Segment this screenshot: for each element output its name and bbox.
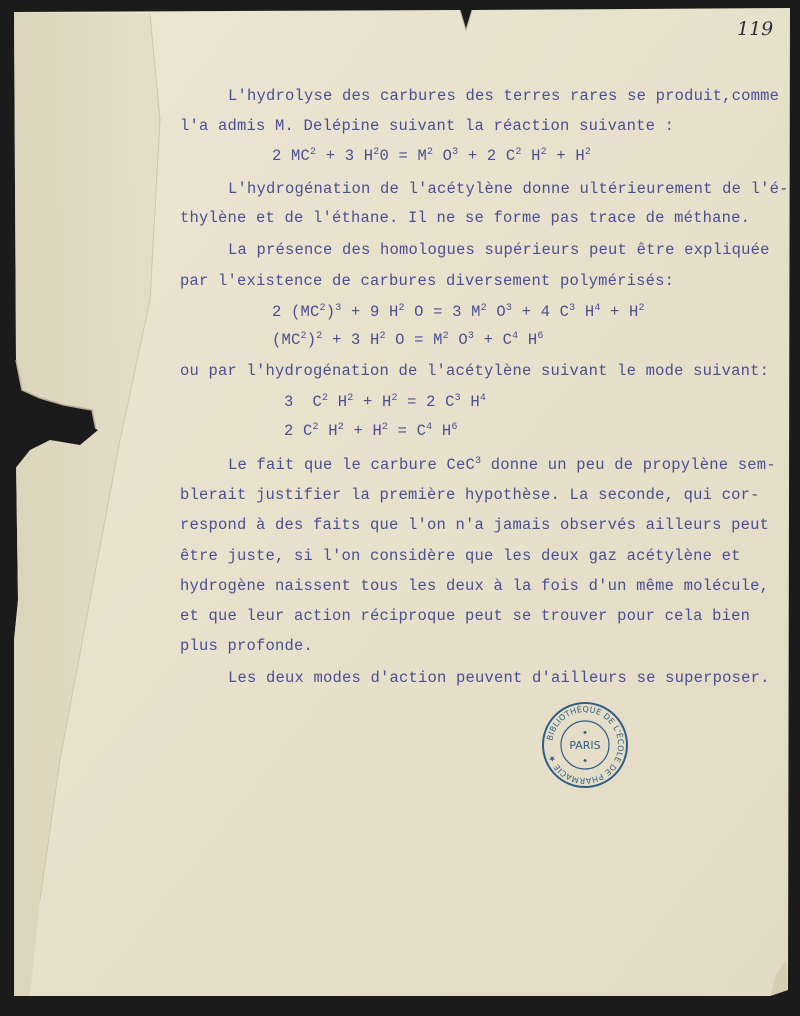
text-line: par l'existence de carbures diversement polymérisés: [180, 272, 675, 290]
equation-line: 2 $MC^2 + 3$ $H^20 = M^2$ $O^3 + 2$ $C^2$ $H^2 + H^2$ [272, 147, 592, 165]
library-stamp [540, 700, 630, 790]
svg-text:◆: ◆ [583, 757, 587, 764]
text-line: La présence des homologues supérieurs peut être expliquée [228, 241, 770, 259]
equation-line: 3 $C^2$ $H^2 + H^2 = 2$ $C^3$ $H^4$ [284, 393, 487, 411]
svg-text:◆: ◆ [583, 729, 587, 736]
text-line: Le fait que le carbure CeC$^3$ donne un peu de propylène sem- [228, 456, 776, 474]
page-number: 119 [737, 18, 774, 40]
text-line: hydrogène naissent tous les deux à la fois d'un même molécule, [180, 577, 770, 595]
text-line: respond à des faits que l'on n'a jamais observés ailleurs peut [180, 516, 770, 534]
text-line: Les deux modes d'action peuvent d'ailleurs se superposer. [228, 669, 770, 687]
svg-text:BIBLIOTHÈQUE DE L'ÉCOLE DE PHA: BIBLIOTHÈQUE DE L'ÉCOLE DE PHARMACIE ★ [545, 704, 626, 786]
text-line: L'hydrolyse des carbures des terres rares se produit,comme [228, 87, 780, 105]
stamp-center-text: PARIS [569, 739, 601, 752]
text-line: ou par l'hydrogénation de l'acétylène suivant le mode suivant: [180, 362, 770, 380]
equation-line: 2 $C^2$ $H^2 + H^2 = C^4$ $H^6$ [284, 422, 458, 440]
text-line: et que leur action réciproque peut se trouver pour cela bien [180, 607, 751, 625]
equation-line: $(MC^2)^2 + 3$ $H^2$ $O = M^2$ $O^3 + C^4$ $H^6$ [272, 331, 544, 349]
text-line: l'a admis M. Delépine suivant la réaction suivante : [180, 117, 675, 135]
text-line: blerait justifier la première hypothèse. La seconde, qui cor- [180, 486, 760, 504]
equation-line: 2 $(MC^2)^3 + 9$ $H^2$ O = 3 $M^2$ $O^3 + 4$ $C^3$ $H^4 + H^2$ [272, 303, 645, 321]
text-line: plus profonde. [180, 637, 314, 655]
text-line: être juste, si l'on considère que les deux gaz acétylène et [180, 547, 741, 565]
text-line: L'hydrogénation de l'acétylène donne ultérieurement de l'é- [228, 180, 789, 198]
text-line: thylène et de l'éthane. Il ne se forme pas trace de méthane. [180, 209, 751, 227]
